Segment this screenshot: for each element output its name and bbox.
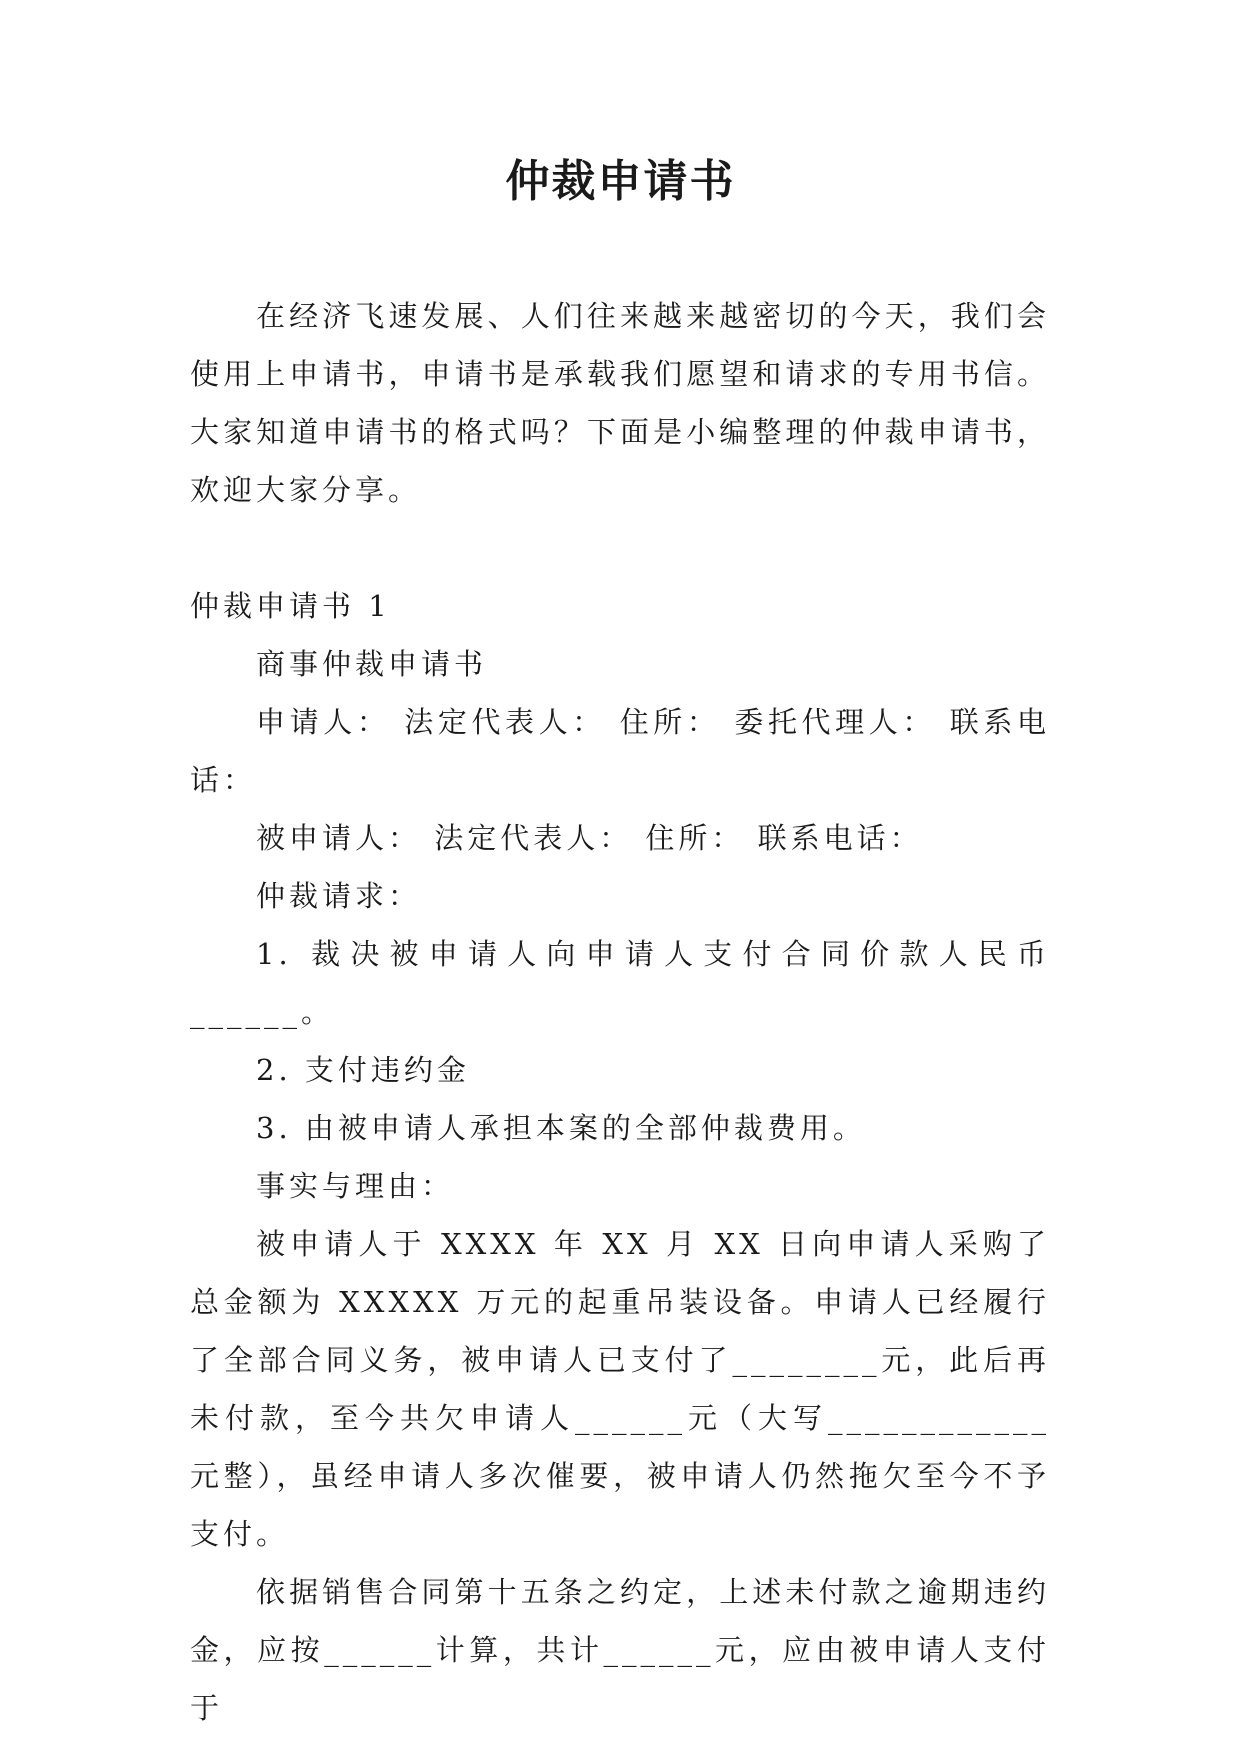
- claims-heading: 仲裁请求：: [256, 879, 422, 913]
- respondent-line: 被申请人： 法定代表人： 住所： 联系电话：: [256, 821, 923, 855]
- claim-item: 2. 支付违约金: [256, 1053, 470, 1087]
- claim-item: 3. 由被申请人承担本案的全部仲裁费用。: [256, 1111, 866, 1145]
- section-heading: 仲裁申请书 1: [190, 589, 391, 623]
- claim-item: 1. 裁决被申请人向申请人支付合同价款人民币______。: [190, 937, 1050, 1029]
- applicant-line: 申请人： 法定代表人： 住所： 委托代理人： 联系电话：: [190, 705, 1050, 797]
- facts-paragraph: 被申请人于 XXXX 年 XX 月 XX 日向申请人采购了总金额为 XXXXX 万元的起重吊装设备。申请人已经履行了全部合同义务，被申请人已支付了________元，此后再未付款，至今共欠申请人______元（大写____________元整），虽经申请人多次催要，被申请人仍然拖欠至今不予支付。: [190, 1227, 1050, 1551]
- facts-heading: 事实与理由：: [256, 1169, 455, 1203]
- document-body: [190, 287, 1050, 1737]
- facts-paragraph: 依据销售合同第十五条之约定，上述未付款之逾期违约金，应按______计算，共计______元，应由被申请人支付于: [190, 1575, 1050, 1725]
- intro-paragraph: 在经济飞速发展、人们往来越来越密切的今天，我们会使用上申请书，申请书是承载我们愿望和请求的专用书信。大家知道申请书的格式吗？下面是小编整理的仲裁申请书，欢迎大家分享。: [190, 299, 1050, 507]
- subtitle: 商事仲裁申请书: [256, 647, 488, 681]
- document-title: 仲裁申请书: [505, 156, 736, 207]
